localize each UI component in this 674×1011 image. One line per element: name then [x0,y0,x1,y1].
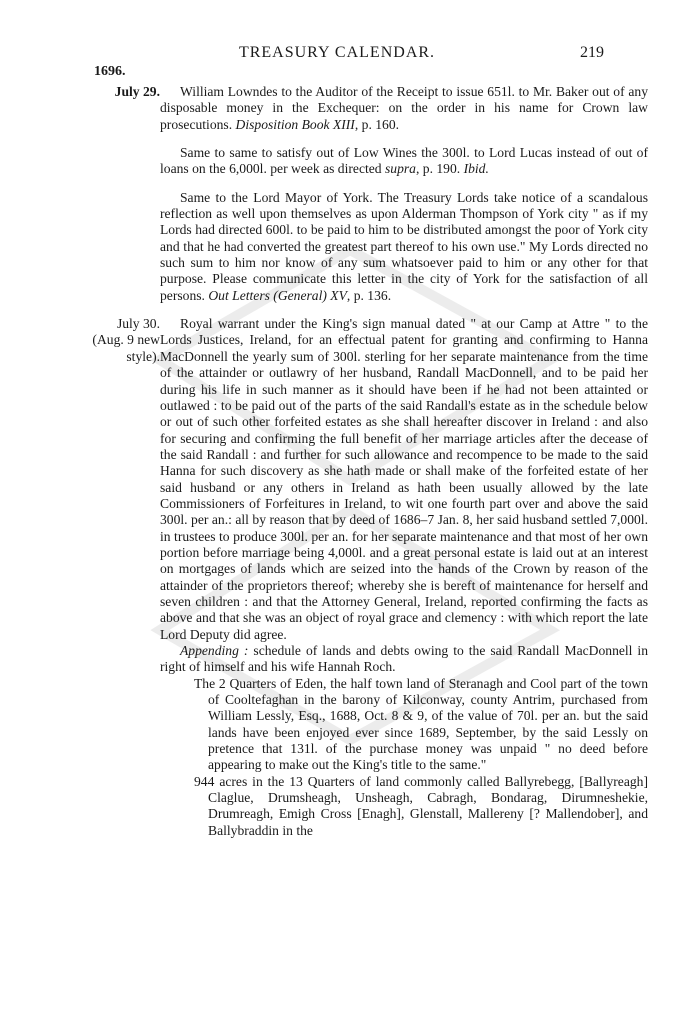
appending-item: 944 acres in the 13 Quarters of land commonly called Ballyrebegg, [Ballyreagh] Claglue, Drumsheagh, Unsheagh, Cabragh, Bondarag, Dirumneshekie, Drumreagh, Emigh Cross [Enagh], Glenstall, Mallereny [? Mallendober], and Ballybraddin in the [194,773,648,838]
appending-item: The 2 Quarters of Eden, the half town land of Steranagh and Cool part of the town of Cooltefaghan in the barony of Kilconway, county Antrim, purchased from William Lessly, Esq., 1688, Oct. 8 & 9, of the value of 70l. per an. but the said lands have been enjoyed ever since 1689, September, by the said Lessly on pretence that 131l. of the purchase money was unpaid " no deed before appearing to make out the King's title to the same." [194,675,648,773]
entry-date-main: July 29. [114,84,160,99]
entry-reference: Ibid. [463,161,489,177]
appending-intro [160,643,648,676]
year-marker: 1696. [94,64,126,79]
entry-date-main: July 30. [116,316,160,332]
entry-supra: supra [385,161,416,177]
entry-body: Same to same to satisfy out of Low Wines the 300l. to Lord Lucas instead of out of loans on the 6,000l. per week as directed [160,145,648,177]
entry-reference-tail: , p. 136. [346,287,392,303]
entries-list [78,84,648,851]
entry-date-sub: (Aug. 9 new style). [92,332,160,364]
entry-july-29 [78,84,648,133]
appending-text: schedule of lands and debts owing to the said Randall MacDonnell in right of himself and his wife Hannah Roch. [160,643,649,675]
entry-body: William Lowndes to the Auditor of the Receipt to issue 651l. to Mr. Baker out of any disposable money in the Exchequer: on the order in his name for Crown law prosecutions. [160,84,648,132]
entry-reference-tail: , p. 160. [354,116,400,132]
entry-date [78,84,160,100]
entry-body-tail: , p. 190. [415,161,461,177]
entry-body: Same to the Lord Mayor of York. The Treasury Lords take notice of a scandalous reflection as well upon themselves as upon Alderman Thompson of York city " as if my Lords had directed 600l. to be paid to him to be distributed amongst the poor of York city and that he had converted the greatest part thereof to his own use." My Lords directed no such sum to him nor know of any sum whatsoever paid to him or any other for that purpose. Please communicate this letter in the city of York for the satisfaction of all persons. [160,189,648,303]
entry-reference: Disposition Book XIII [235,116,355,132]
entry-low-wines [78,145,648,178]
entry-text [160,145,648,178]
entry-text: Royal warrant under the King's sign manual dated " at our Camp at Attre " to the Lords Justices, Ireland, for an effectual patent for granting and confirming to Hanna MacDonnell the yearly sum of 300l. sterling for her separate maintenance from the time of the attainder or outlawry of her husband, Randall MacDonnell, and to be paid her during his life in such manner as it should have been if he had not been attainted or outlawed : to be paid out of the parts of the said Randall's estate as in the schedule below or out of such other forfeited estates as she shall hereafter discover in Ireland : and also for securing and confirming the full benefit of her marriage articles after the decease of the said Randall : and further for such allowance and recompence to be made to the said Hanna for such discovery as she hath made or shall make of the forfeited estate of her said husband or any others in Ireland as hath been usually allowed by the late Commissioners of Forfeitures in Ireland, to wit one fourth part over and above the said 300l. per an.: all by reason that by deed of 1686–7 Jan. 8, her said husband settled 7,000l. in trustees to produce 300l. per an. for her separate maintenance and that most of her own portion before marriage being 4,000l. and a great personal estate is laid out at an interest on mortgages of lands which are seized into the hands of the Crown by reason of the attainder of the proprietors thereof; whereby she is bereft of maintenance for herself and seven children : and that the Attorney General, Ireland, reported confirming the facts as above and that she was an object of royal grace and clemency : with which report the late Lord Deputy did agree. [160,316,648,642]
appending-label: Appending : [180,643,249,658]
page-number: 219 [580,44,604,61]
entry-text [160,84,648,133]
running-head: TREASURY CALENDAR. [238,44,436,61]
entry-reference: Out Letters (General) XV [208,287,347,303]
entry-date [78,316,160,365]
entry-july-30 [78,316,648,839]
entry-text [160,190,648,304]
entry-lord-mayor-york [78,190,648,304]
